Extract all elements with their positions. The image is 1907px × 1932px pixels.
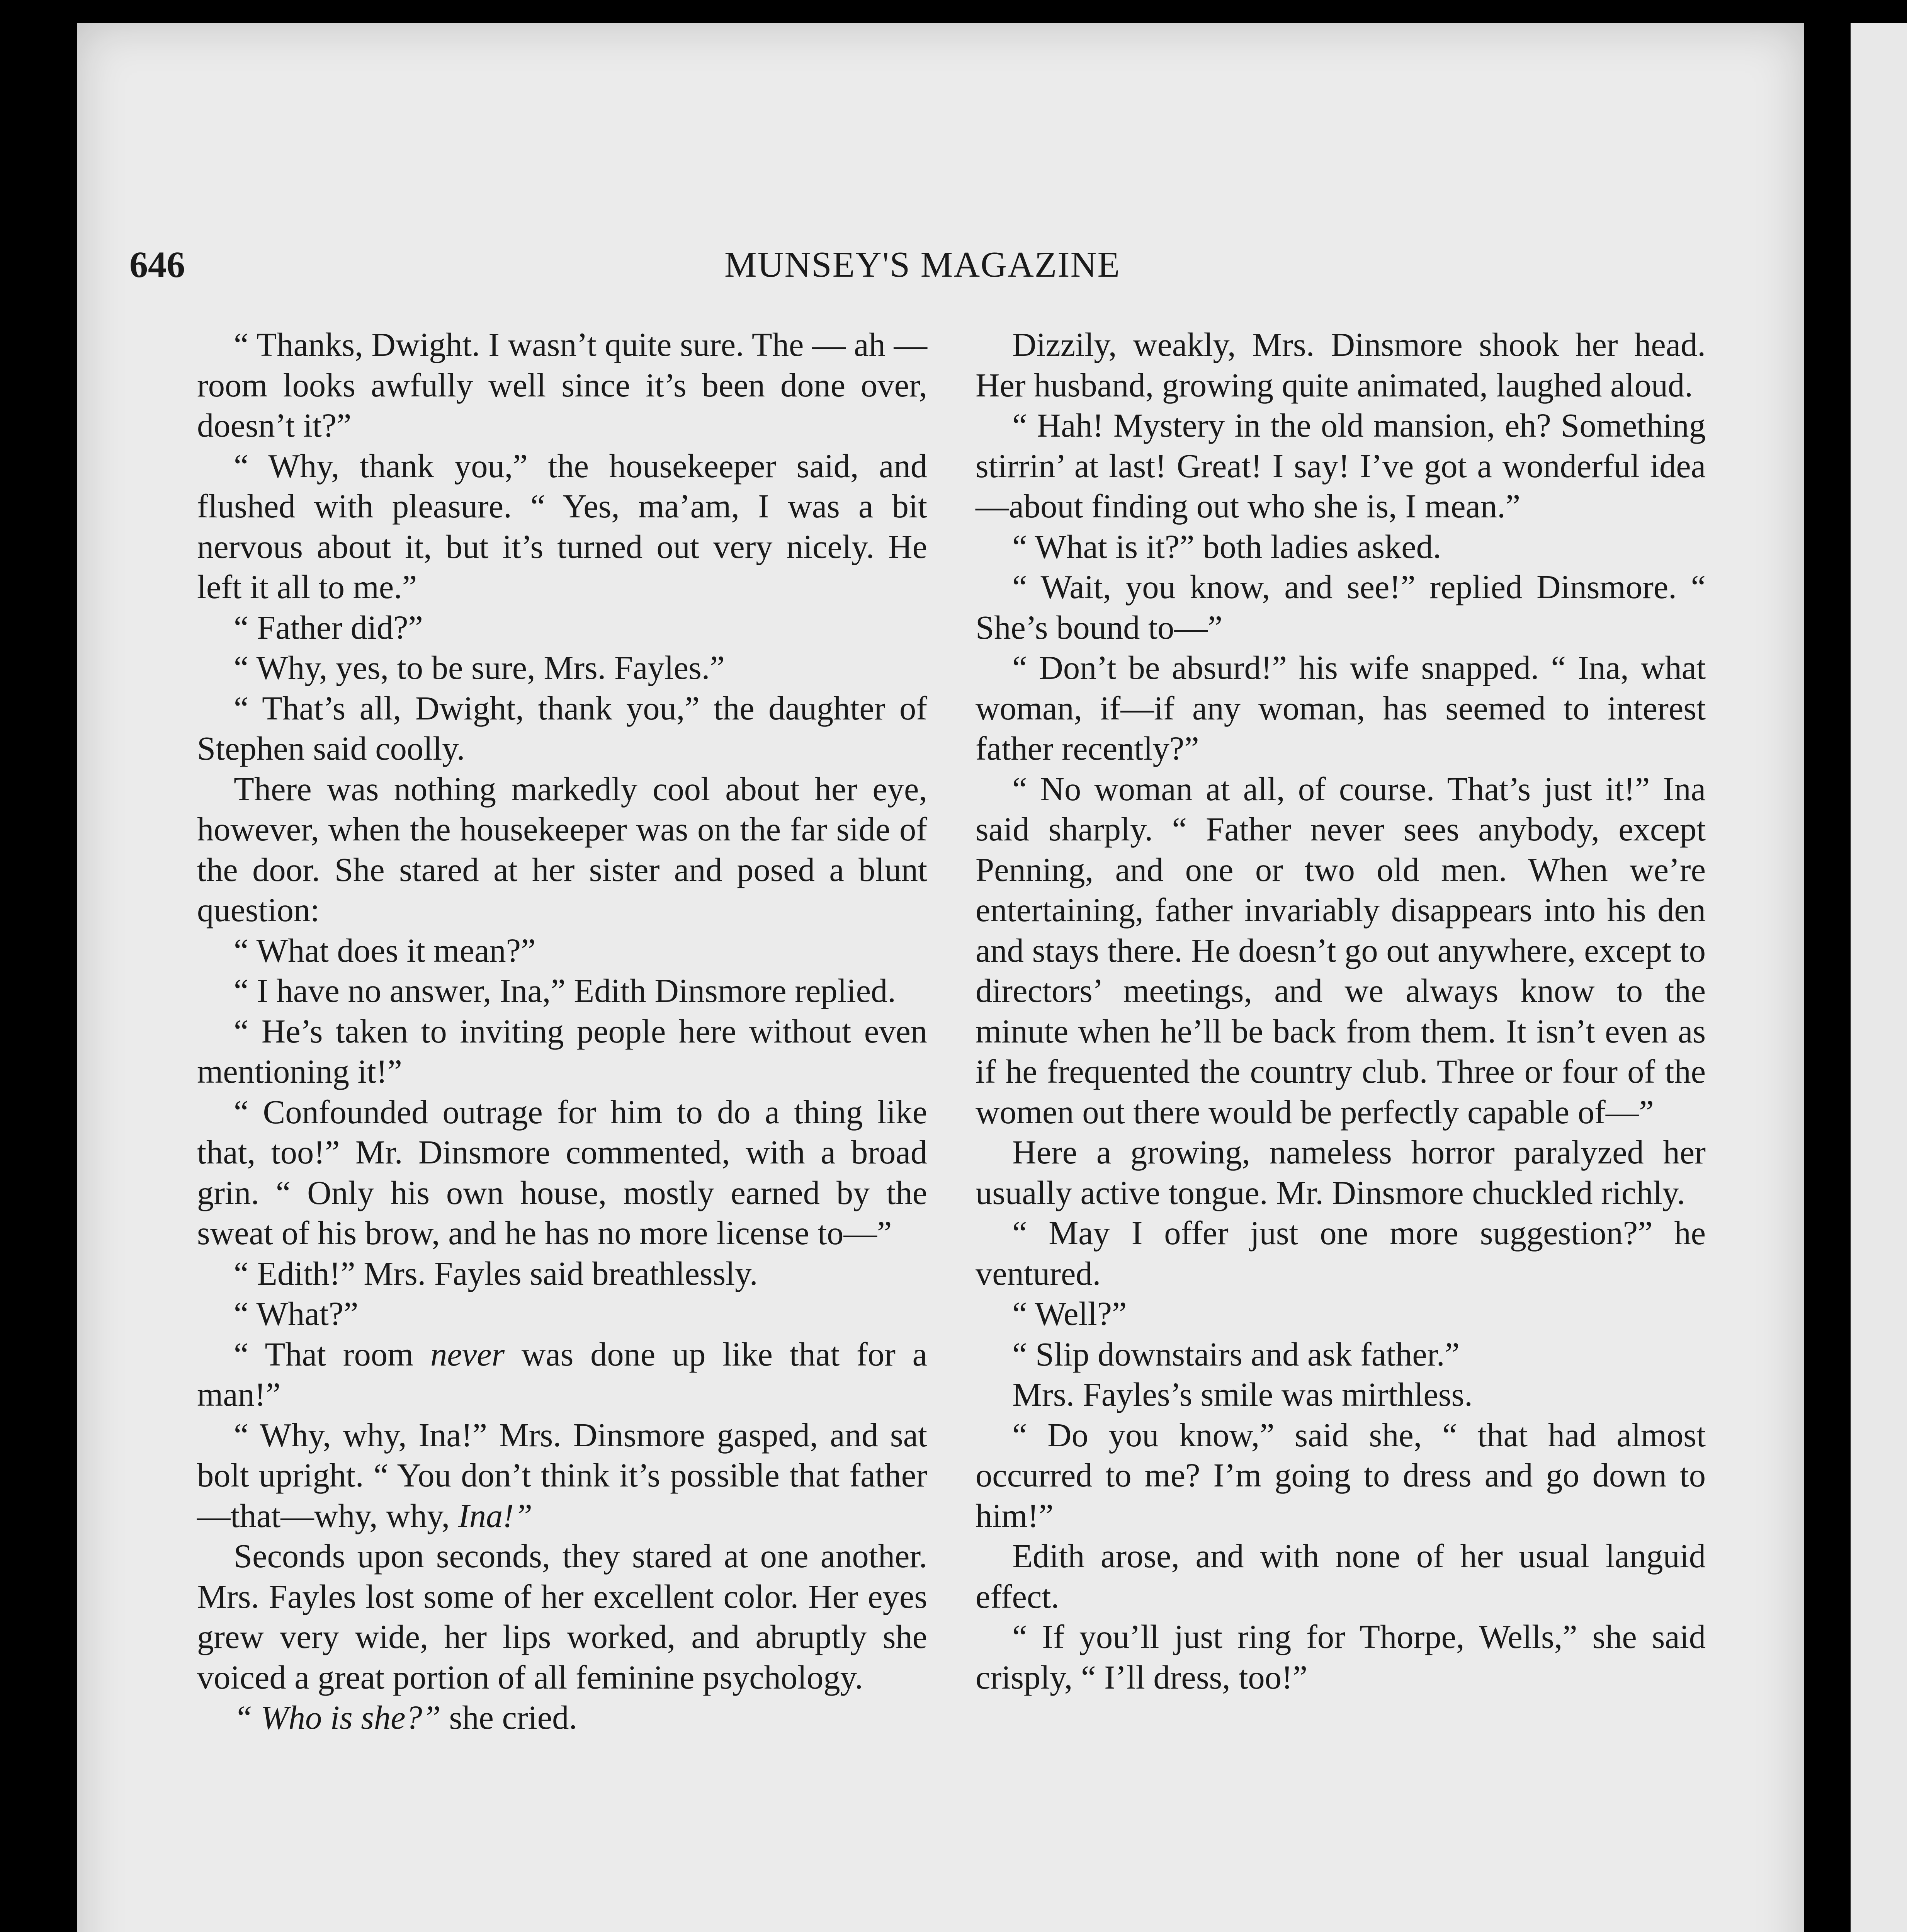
paragraph-text: she cried.	[440, 1699, 577, 1736]
story-paragraph: “ Edith!” Mrs. Fayles said breathlessly.	[234, 1255, 758, 1292]
story-paragraph: “ If you’ll just ring for Thorpe, Wells,” she said crisply, “ I’ll dress, too!”	[976, 1618, 1706, 1696]
story-paragraph: “ Father did?”	[234, 609, 423, 646]
story-paragraph: “ Wait, you know, and see!” replied Dinsmore. “ She’s bound to—”	[976, 568, 1706, 646]
story-paragraph: “ He’s taken to inviting people here without even mentioning it!”	[197, 1012, 927, 1090]
story-paragraph: Here a growing, nameless horror paralyzed her usually active tongue. Mr. Dinsmore chuckled richly.	[976, 1134, 1706, 1211]
facing-page-edge	[1851, 23, 1907, 1932]
story-paragraph: “ Why, thank you,” the housekeeper said, and flushed with pleasure. “ Yes, ma’am, I was a bit nervous about it, but it’s turned out very nicely. He left it all to me.”	[197, 447, 927, 605]
story-paragraph: “ I have no answer, Ina,” Edith Dinsmore replied.	[234, 972, 896, 1009]
story-paragraph: “ Thanks, Dwight. I wasn’t quite sure. The — ah — room looks awfully well since it’s been done over, doesn’t it?”	[197, 326, 927, 444]
paragraph-text: “ That room	[234, 1335, 431, 1373]
story-paragraph: “ No woman at all, of course. That’s just it!” Ina said sharply. “ Father never sees anybody, except Penning, and one or two old men. When we’re entertaining, father invariably disappears into his den and stays there. He doesn’t go out anywhere, except to directors’ meetings, and we always know to the minute when he’ll be back from them. It isn’t even as if he frequented the country club. Three or four of the women out there would be perfectly capable of—”	[976, 770, 1706, 1131]
emphasized-text: Ina!”	[458, 1497, 533, 1534]
paragraph-text: was done up like that for a man!”	[197, 1335, 927, 1413]
story-paragraph: “ What does it mean?”	[234, 932, 536, 969]
story-paragraph	[197, 1334, 927, 1415]
paragraph-text: “ Why, why, Ina!” Mrs. Dinsmore gasped, and sat bolt upright. “ You don’t think it’s possible that father—that—why, why,	[197, 1416, 927, 1534]
story-paragraph: “ Confounded outrage for him to do a thing like that, too!” Mr. Dinsmore commented, with a broad grin. “ Only his own house, mostly earned by the sweat of his brow, and he has no more license to—”	[197, 1093, 927, 1252]
story-paragraph: “ Do you know,” said she, “ that had almost occurred to me? I’m going to dress and go down to him!”	[976, 1416, 1706, 1534]
right-column	[976, 325, 1706, 1697]
story-paragraph: Edith arose, and with none of her usual languid effect.	[976, 1537, 1706, 1615]
story-paragraph: “ That’s all, Dwight, thank you,” the daughter of Stephen said coolly.	[197, 689, 927, 767]
story-paragraph: “ Why, yes, to be sure, Mrs. Fayles.”	[234, 649, 725, 686]
story-paragraph: Dizzily, weakly, Mrs. Dinsmore shook her head. Her husband, growing quite animated, laughed aloud.	[976, 326, 1706, 404]
left-column	[197, 325, 927, 1738]
story-paragraph: Mrs. Fayles’s smile was mirthless.	[1012, 1376, 1473, 1413]
story-paragraph: There was nothing markedly cool about her eye, however, when the housekeeper was on the far side of the door. She stared at her sister and posed a blunt question:	[197, 770, 927, 929]
emphasized-text: never	[430, 1335, 505, 1373]
story-paragraph: “ What?”	[234, 1295, 359, 1332]
story-paragraph: “ Slip downstairs and ask father.”	[1012, 1335, 1460, 1373]
story-paragraph	[197, 1697, 927, 1738]
story-paragraph: “ Well?”	[1012, 1295, 1127, 1332]
story-paragraph: “ Hah! Mystery in the old mansion, eh? Something stirrin’ at last! Great! I say! I’ve got a wonderful idea—about finding out who she is, I mean.”	[976, 407, 1706, 525]
story-columns	[197, 325, 1706, 1932]
story-paragraph	[197, 1415, 927, 1536]
story-paragraph: “ May I offer just one more suggestion?” he ventured.	[976, 1214, 1706, 1292]
story-paragraph: Seconds upon seconds, they stared at one another. Mrs. Fayles lost some of her excellent color. Her eyes grew very wide, her lips worked, and abruptly she voiced a great portion of all feminine psychology.	[197, 1537, 927, 1696]
running-title: MUNSEY'S MAGAZINE	[724, 245, 1120, 285]
page-number: 646	[129, 244, 185, 285]
story-paragraph: “ What is it?” both ladies asked.	[1012, 528, 1441, 565]
story-paragraph: “ Don’t be absurd!” his wife snapped. “ Ina, what woman, if—if any woman, has seemed to interest father recently?”	[976, 649, 1706, 767]
emphasized-text: “ Who is she?”	[234, 1699, 441, 1736]
page-header	[129, 240, 1713, 290]
